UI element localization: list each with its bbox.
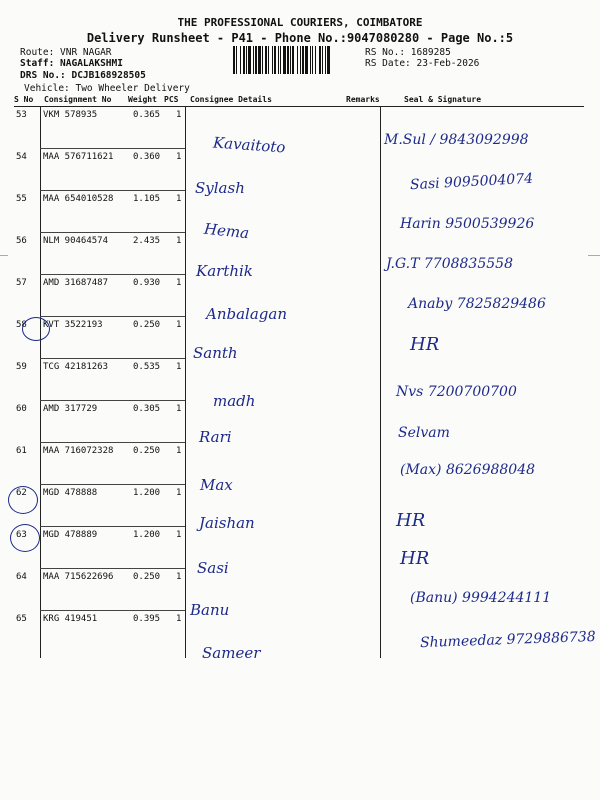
company-title: THE PROFESSIONAL COURIERS, COIMBATORE bbox=[177, 16, 423, 29]
drs-number: DRS No.: DCJB168928505 bbox=[20, 70, 146, 81]
cell-weight: 1.200 bbox=[133, 488, 161, 498]
route-label: Route: VNR NAGAR bbox=[20, 47, 112, 58]
handwritten-signature: Harin 9500539926 bbox=[400, 216, 535, 232]
col-header-weight: Weight bbox=[128, 95, 157, 104]
cell-pcs: 1 bbox=[176, 572, 182, 582]
handwritten-signature: J.G.T 7708835558 bbox=[386, 256, 513, 272]
cell-pcs: 1 bbox=[176, 614, 182, 624]
col-header-pcs: PCS bbox=[164, 95, 179, 104]
barcode-image bbox=[233, 46, 360, 74]
hand-circle-mark bbox=[22, 317, 50, 341]
col-header-sno: S No bbox=[14, 95, 34, 104]
handwritten-signature: Sasi 9095004074 bbox=[409, 170, 534, 194]
rs-number: RS No.: 1689285 bbox=[365, 47, 451, 58]
cell-weight: 0.250 bbox=[133, 572, 161, 582]
staff-label: Staff: NAGALAKSHMI bbox=[20, 58, 123, 69]
row-divider bbox=[40, 232, 185, 233]
handwritten-signature: HR bbox=[396, 510, 426, 531]
handwritten-name: Jaishan bbox=[199, 514, 255, 532]
cell-weight: 0.250 bbox=[133, 446, 161, 456]
row-divider bbox=[40, 316, 185, 317]
handwritten-signature: (Max) 8626988048 bbox=[400, 462, 536, 478]
col-divider bbox=[380, 106, 381, 658]
cell-weight: 1.200 bbox=[133, 530, 161, 540]
handwritten-name: Anbalagan bbox=[206, 305, 287, 323]
handwritten-name: Max bbox=[200, 476, 233, 494]
handwritten-signature: Anaby 7825829486 bbox=[408, 296, 546, 312]
hand-circle-mark bbox=[8, 486, 38, 514]
handwritten-signature: (Banu) 9994244111 bbox=[410, 590, 552, 606]
cell-sno: 58 bbox=[16, 320, 27, 330]
cell-consignment-no: KRG 419451 bbox=[43, 614, 98, 624]
hand-circle-mark bbox=[10, 524, 40, 552]
cell-pcs: 1 bbox=[176, 488, 182, 498]
cell-consignment-no: TCG 42181263 bbox=[43, 362, 109, 372]
cell-pcs: 1 bbox=[176, 194, 182, 204]
cell-pcs: 1 bbox=[176, 278, 182, 288]
row-divider bbox=[40, 526, 185, 527]
scan-mark bbox=[588, 255, 600, 256]
handwritten-name: Karthik bbox=[196, 262, 253, 280]
handwritten-name: Rari bbox=[199, 428, 232, 446]
cell-sno: 62 bbox=[16, 488, 27, 498]
cell-sno: 61 bbox=[16, 446, 27, 456]
cell-consignment-no: MAA 576711621 bbox=[43, 152, 114, 162]
cell-sno: 65 bbox=[16, 614, 27, 624]
handwritten-name: Santh bbox=[193, 344, 238, 362]
cell-pcs: 1 bbox=[176, 362, 182, 372]
row-divider bbox=[40, 484, 185, 485]
header-rule bbox=[14, 106, 584, 107]
handwritten-signature: Selvam bbox=[398, 425, 450, 441]
handwritten-name: madh bbox=[213, 392, 256, 410]
cell-weight: 0.250 bbox=[133, 320, 161, 330]
cell-weight: 0.365 bbox=[133, 110, 161, 120]
handwritten-name: Sameer bbox=[202, 644, 261, 662]
cell-weight: 0.930 bbox=[133, 278, 161, 288]
row-divider bbox=[40, 400, 185, 401]
col-header-seal: Seal & Signature bbox=[404, 95, 482, 104]
vehicle-label: Vehicle: Two Wheeler Delivery bbox=[24, 83, 190, 94]
cell-consignment-no: MAA 654010528 bbox=[43, 194, 114, 204]
row-divider bbox=[40, 190, 185, 191]
cell-weight: 0.535 bbox=[133, 362, 161, 372]
row-divider bbox=[40, 568, 185, 569]
cell-consignment-no: MAA 716072328 bbox=[43, 446, 114, 456]
cell-consignment-no: KVT 3522193 bbox=[43, 320, 103, 330]
cell-sno: 54 bbox=[16, 152, 27, 162]
cell-sno: 56 bbox=[16, 236, 27, 246]
row-divider bbox=[40, 442, 185, 443]
cell-consignment-no: NLM 90464574 bbox=[43, 236, 109, 246]
cell-sno: 63 bbox=[16, 530, 27, 540]
cell-sno: 55 bbox=[16, 194, 27, 204]
rs-date: RS Date: 23-Feb-2026 bbox=[365, 58, 480, 69]
runsheet-title: Delivery Runsheet - P41 - Phone No.:9047080280 - Page No.:5 bbox=[86, 31, 514, 45]
cell-pcs: 1 bbox=[176, 236, 182, 246]
handwritten-name: Banu bbox=[190, 601, 230, 619]
handwritten-signature: HR bbox=[400, 548, 430, 569]
handwritten-name: Sasi bbox=[197, 559, 229, 577]
scan-mark bbox=[0, 255, 8, 256]
handwritten-name: Hema bbox=[203, 219, 250, 243]
col-header-consignment: Consignment No bbox=[44, 95, 112, 104]
cell-sno: 60 bbox=[16, 404, 27, 414]
cell-consignment-no: MGD 478889 bbox=[43, 530, 98, 540]
cell-consignment-no: VKM 578935 bbox=[43, 110, 98, 120]
row-divider bbox=[40, 358, 185, 359]
cell-consignment-no: MAA 715622696 bbox=[43, 572, 114, 582]
cell-weight: 0.360 bbox=[133, 152, 161, 162]
cell-pcs: 1 bbox=[176, 320, 182, 330]
cell-pcs: 1 bbox=[176, 446, 182, 456]
cell-weight: 1.105 bbox=[133, 194, 161, 204]
col-divider bbox=[40, 106, 41, 658]
col-header-remarks: Remarks bbox=[346, 95, 380, 104]
handwritten-signature: HR bbox=[410, 334, 440, 355]
cell-pcs: 1 bbox=[176, 110, 182, 120]
row-divider bbox=[40, 610, 185, 611]
cell-sno: 57 bbox=[16, 278, 27, 288]
cell-sno: 59 bbox=[16, 362, 27, 372]
row-divider bbox=[40, 274, 185, 275]
col-header-consignee: Consignee Details bbox=[190, 95, 272, 104]
cell-consignment-no: AMD 31687487 bbox=[43, 278, 109, 288]
cell-pcs: 1 bbox=[176, 152, 182, 162]
cell-sno: 64 bbox=[16, 572, 27, 582]
cell-weight: 0.305 bbox=[133, 404, 161, 414]
cell-pcs: 1 bbox=[176, 404, 182, 414]
cell-weight: 2.435 bbox=[133, 236, 161, 246]
col-divider bbox=[185, 106, 186, 658]
barcode-bar bbox=[327, 46, 330, 74]
handwritten-signature: Nvs 7200700700 bbox=[396, 384, 517, 400]
cell-pcs: 1 bbox=[176, 530, 182, 540]
cell-sno: 53 bbox=[16, 110, 27, 120]
handwritten-name: Kavaitoto bbox=[212, 133, 287, 157]
handwritten-signature: Shumeedaz 9729886738 bbox=[419, 628, 596, 652]
cell-consignment-no: AMD 317729 bbox=[43, 404, 98, 414]
cell-consignment-no: MGD 478888 bbox=[43, 488, 98, 498]
handwritten-name: Sylash bbox=[195, 179, 245, 197]
cell-weight: 0.395 bbox=[133, 614, 161, 624]
handwritten-signature: M.Sul / 9843092998 bbox=[384, 132, 529, 148]
row-divider bbox=[40, 148, 185, 149]
